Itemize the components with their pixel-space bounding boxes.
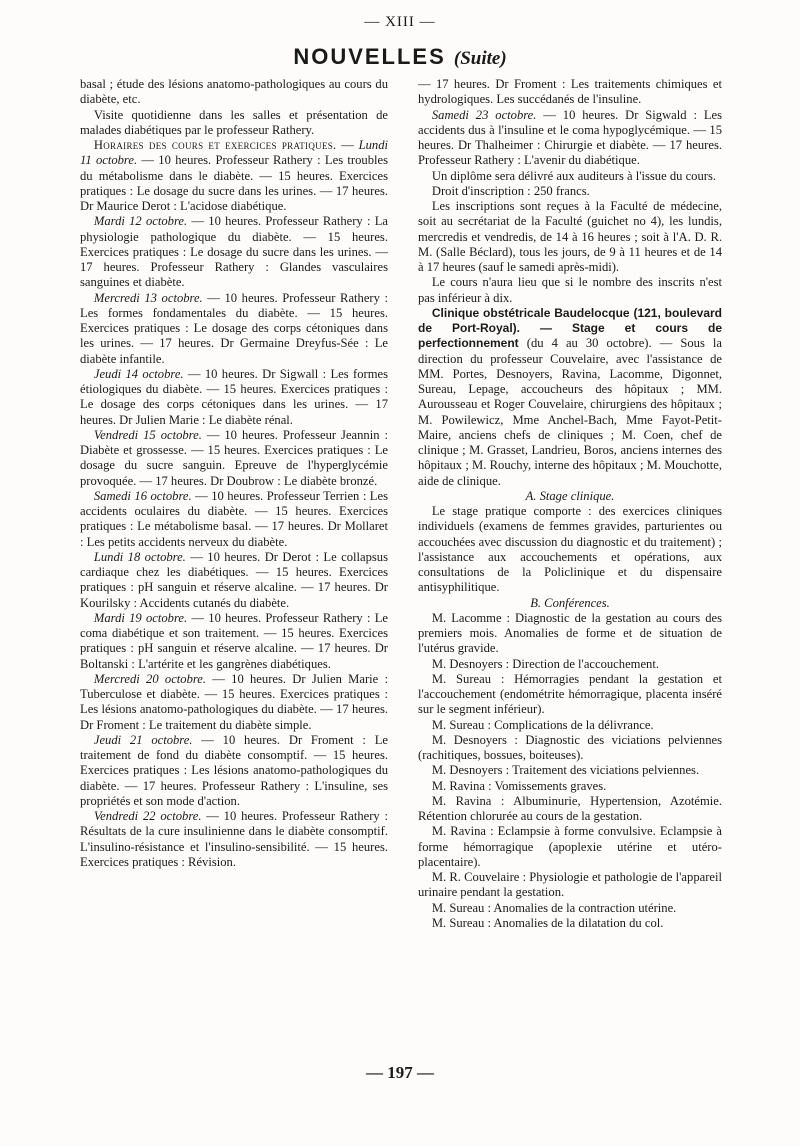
schedule-date: Lundi 11 octobre. [80, 138, 389, 168]
clinic-announcement [418, 306, 722, 489]
paragraph: Le cours n'aura lieu que si le nombre des inscrits n'est pas inférieur à dix. [418, 275, 722, 305]
schedule-date: Vendredi 22 octobre. [93, 809, 202, 823]
schedule-entry [80, 809, 388, 870]
paragraph: — 17 heures. Dr Froment : Les traitements chimiques et hydrologiques. Les succédanés de l'insuline. [418, 77, 722, 107]
paragraph: Un diplôme sera délivré aux auditeurs à l'issue du cours. [431, 168, 717, 183]
schedule-text: — 10 heures. Dr Sigwald : Les accidents dus à l'insuline et le coma hypoglycémique. — 15 heures. Dr Thalheimer : Chirurgie et diabète. — 17 heures. Professeur Rathery : L'avenir du diabétique. [418, 107, 722, 168]
conference-item: M. Sureau : Complications de la délivrance. [431, 717, 654, 732]
schedule-text: — 10 heures. Professeur Rathery : Les troubles du métabolisme dans le diabète. — 15 heures. Exercices pratiques : Le dosage du sucre dans les urines. — 17 heures. Dr Maurice Derot : L'acidose diabétique. [80, 153, 388, 213]
paragraph: Le stage pratique comporte : des exercices cliniques individuels (examens de femmes gravides, parturientes ou accouchées avec discussion du diagnostic et du traitement) ; l'assistance aux accouchements et opérations, aux consultations de la Policlinique et du dispensaire antisyphilitique. [418, 504, 722, 595]
section-title [0, 44, 800, 70]
schedule-entry [80, 489, 388, 550]
schedule-entry [80, 291, 388, 367]
schedule-heading-dash: — [336, 138, 359, 152]
schedule-entry [80, 428, 388, 489]
schedule-text: — 10 heures. Professeur Rathery : Les formes fondamentales du diabète. — 15 heures. Exercices pratiques : Le dosage des corps cétoniques dans les urines. — 17 heures. Dr Germaine Dreyfus-Sée : Le diabète infantile. [80, 290, 388, 366]
subheading-conferences: B. Conférences. [530, 595, 610, 610]
schedule-date: Jeudi 14 octobre. [93, 366, 184, 381]
schedule-date: Mardi 19 octobre. [93, 610, 188, 625]
schedule-heading-label: Horaires des cours et exercices pratiques. [93, 138, 337, 152]
conference-item: M. Desnoyers : Traitement des viciations pelviennes. [431, 763, 700, 778]
schedule-date: Mercredi 20 octobre. [93, 671, 207, 686]
page-number: — 197 — [366, 1063, 434, 1082]
clinic-text: (du 4 au 30 octobre). — Sous la direction du professeur Couvelaire, avec l'assistance de MM. Portes, Desnoyers, Ravina, Lacomme, Digonnet, Sureau, Lepage, accoucheurs des hôpitaux ; MM. Aurousseau et Roger Couvelaire, chirurgiens des hôpitaux ; M. Powilewicz, Mme Anchel-Bach, Mme Fayot-Petit-Maire, anciens chefs de cliniques ; M. Coen, chef de clinique ; M. Grasset, Landrieu, Boros, anciens internes des hôpitaux ; M. Rouchy, interne des hôpitaux ; M. Mouchotte, aide de clinique. [418, 336, 722, 488]
schedule-text: — 10 heures. Professeur Rathery : La physiologie pathologique du diabète. — 15 heures. Exercices pratiques : Le dosage du sucre dans les urines. — 17 heures. Professeur Rathery : Glandes vasculaires sanguines et diabète. [80, 214, 388, 290]
left-column [80, 77, 388, 870]
paragraph: Visite quotidienne dans les salles et présentation de malades diabétiques par le professeur Rathery. [80, 107, 388, 137]
page-roman-numeral: — XIII — [364, 14, 436, 30]
schedule-entry [80, 611, 388, 672]
schedule-text: — 10 heures. Professeur Rathery : Le coma diabétique et son traitement. — 15 heures. Exercices pratiques : pH sanguin et réserve alcaline. — 17 heures. Dr Boltanski : L'artérite et les gangrènes diabétiques. [80, 610, 388, 671]
right-column [418, 77, 722, 931]
schedule-text: — 10 heures. Dr Froment : Le traitement de fond du diabète consomptif. — 15 heures. Exercices pratiques : Les lésions anatomo-pathologiques du diabète. — 17 heures. Professeur Rathery : L'insuline, ses propriétés et son mode d'action. [80, 732, 388, 808]
clinic-title: Clinique obstétricale Baudelocque (121, boulevard de Port-Royal). — Stage et cours de perfectionnement [418, 305, 722, 351]
schedule-text: — 10 heures. Dr Derot : Le collapsus cardiaque chez les diabétiques. — 15 heures. Exercices pratiques : pH sanguin et réserve alcaline. — 17 heures. Dr Kourilsky : Accidents cutanés du diabète. [80, 549, 388, 610]
paragraph: basal ; étude des lésions anatomo-pathologiques au cours du diabète, etc. [80, 77, 388, 107]
conference-item: M. Ravina : Albuminurie, Hypertension, Azotémie. Rétention chlorurée au cours de la gestation. [418, 793, 722, 823]
conference-item: M. Desnoyers : Diagnostic des viciations pelviennes (rachitiques, bossues, boiteuses). [418, 732, 722, 762]
schedule-date: Vendredi 15 octobre. [93, 427, 202, 442]
schedule-date: Lundi 18 octobre. [93, 549, 186, 564]
schedule-text: — 10 heures. Professeur Terrien : Les accidents oculaires du diabète. — 15 heures. Exercices pratiques : Le métabolisme basal. — 17 heures. Dr Mollaret : Les petits accidents nerveux du diabète. [80, 488, 388, 549]
schedule-text: — 10 heures. Professeur Rathery : Résultats de la cure insulinienne dans le diabète consomptif. L'insulino-résistance et l'insulino-sensibilité. — 15 heures. Exercices pratiques : Révision. [80, 809, 388, 869]
subheading-stage: A. Stage clinique. [525, 488, 615, 503]
schedule-date: Mercredi 13 octobre. [93, 290, 203, 305]
conference-item: M. Ravina : Vomissements graves. [431, 778, 607, 793]
schedule-entry [418, 108, 722, 169]
schedule-date: Jeudi 21 octobre. [93, 732, 193, 747]
schedule-date: Samedi 16 octobre. [93, 488, 192, 503]
conference-item: M. Sureau : Anomalies de la dilatation du col. [431, 915, 664, 930]
conference-item: M. Sureau : Hémorragies pendant la gestation et l'accouchement (endométrite hémorragique, placenta inséré sur le segment inférieur). [418, 671, 722, 717]
schedule-entry [80, 550, 388, 611]
conference-item: M. Desnoyers : Direction de l'accouchement. [431, 656, 659, 671]
schedule-text: — 10 heures. Professeur Jeannin : Diabète et grossesse. — 15 heures. Exercices pratiques : Le dosage du sucre sanguin. Epreuve de l'hyperglycémie provoquée. — 17 heures. Dr Doubrow : Le diabète bronzé. [80, 427, 388, 488]
schedule-entry [80, 214, 388, 290]
schedule-entry [80, 367, 388, 428]
schedule-date: Mardi 12 octobre. [93, 214, 188, 229]
conference-item: M. R. Couvelaire : Physiologie et pathologie de l'appareil urinaire pendant la gestation. [418, 870, 722, 900]
paragraph: Les inscriptions sont reçues à la Faculté de médecine, soit au secrétariat de la Faculté (guichet no 4), les lundis, mercredis et vendredis, de 14 à 16 heures ; soit à l'A. D. R. M. (Salle Béclard), tous les jours, de 9 à 11 heures et de 14 à 17 heures (sauf le samedi après-midi). [418, 199, 722, 274]
section-title-suffix: (Suite) [453, 48, 507, 69]
schedule-entry [80, 672, 388, 733]
schedule-date: Samedi 23 octobre. [431, 107, 537, 122]
schedule-text: — 10 heures. Dr Julien Marie : Tuberculose et diabète. — 15 heures. Exercices pratiques : Les lésions anatomo-pathologiques du diabète. — 17 heures. Dr Froment : Le traitement du diabète simple. [80, 671, 388, 732]
section-title-text: NOUVELLES [293, 44, 446, 69]
conference-item: M. Lacomme : Diagnostic de la gestation au cours des premiers mois. Anomalies de forme et de situation de l'utérus gravide. [418, 610, 722, 656]
conference-item: M. Ravina : Eclampsie à forme convulsive. Eclampsie à forme hémorragique (apoplexie utérine et utéro-placentaire). [418, 824, 722, 869]
paragraph: Droit d'inscription : 250 francs. [431, 183, 590, 198]
conference-item: M. Sureau : Anomalies de la contraction utérine. [431, 900, 677, 915]
schedule-entry [80, 733, 388, 809]
schedule-text: — 10 heures. Dr Sigwall : Les formes étiologiques du diabète. — 15 heures. Exercices pratiques : Le dosage des corps cétoniques dans les urines. — 17 heures. Dr Julien Marie : Le diabète rénal. [80, 366, 388, 427]
schedule-heading [80, 138, 388, 214]
